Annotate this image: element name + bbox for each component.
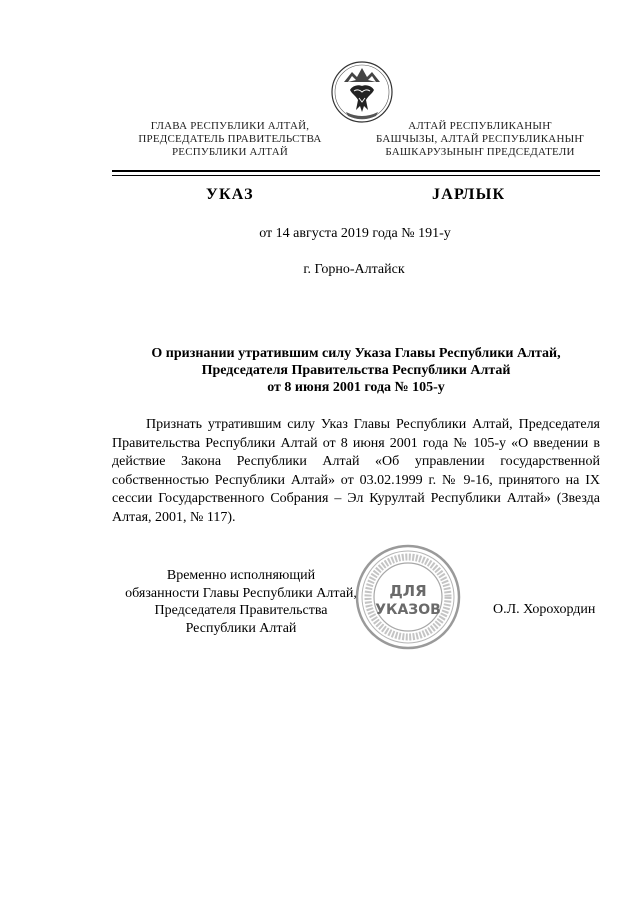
header-right-line: АЛТАЙ РЕСПУБЛИКАНЫҤ (408, 120, 552, 132)
document-title (112, 345, 600, 396)
signatory-position-line: Республики Алтай (185, 620, 297, 636)
date-number-line (0, 226, 640, 242)
signatory-name: О.Л. Хорохордин (493, 602, 596, 617)
signatory-position-line: Председателя Правительства (154, 603, 328, 618)
city-line (0, 262, 640, 278)
header-divider-thin (112, 175, 600, 176)
document-city: г. Горно-Алтайск (303, 262, 405, 277)
signatory-position-line: обязанности Главы Республики Алтай, (125, 585, 357, 601)
stamp-text-line2: УКАЗОВ (375, 602, 441, 618)
document-type-alt: JАРЛЫК (432, 186, 506, 203)
round-seal-stamp (354, 543, 462, 651)
header-left-line: ПРЕДСЕДАТЕЛЬ ПРАВИТЕЛЬСТВА (138, 133, 322, 145)
document-title-line: Председателя Правительства Республики Алтай (201, 363, 511, 378)
header-right-line: БАШЧЫЗЫ, АЛТАЙ РЕСПУБЛИКАНЫҤ (376, 133, 584, 145)
stamp-text-line1: ДЛЯ (389, 582, 427, 600)
header-right-block (360, 120, 600, 159)
signatory-position (112, 567, 370, 637)
header-divider-thick (112, 170, 600, 172)
header-left-block (115, 120, 345, 159)
header-left-line: РЕСПУБЛИКИ АЛТАЙ (171, 146, 289, 158)
header-right-line: БАШКАРУЗЫНЫҤ ПРЕДСЕДАТЕЛИ (385, 146, 575, 158)
header-left-line: ГЛАВА РЕСПУБЛИКИ АЛТАЙ, (150, 120, 310, 132)
document-title-line: от 8 июня 2001 года № 105-у (267, 380, 445, 395)
document-type-ru: УКАЗ (206, 186, 254, 203)
document-date: от 14 августа 2019 года № 191-у (259, 226, 451, 241)
document-title-line: О признании утратившим силу Указа Главы Республики Алтай, (151, 346, 561, 361)
document-body: Признать утратившим силу Указ Главы Республики Алтай, Председателя Правительства Республики Алтай от 8 июня 2001 года № 105-у «О введении в действие Закона Республики Алтай «Об управлении государственной собственностью Республики Алтай» от 03.02.1999 г. № 9-16, принятого на IX сессии Государственного Собрания – Эл Курултай Республики Алтай» (Звезда Алтая, 2001, № 117). (112, 417, 600, 525)
coat-of-arms-icon (330, 60, 394, 124)
signatory-position-line: Временно исполняющий (166, 568, 316, 583)
